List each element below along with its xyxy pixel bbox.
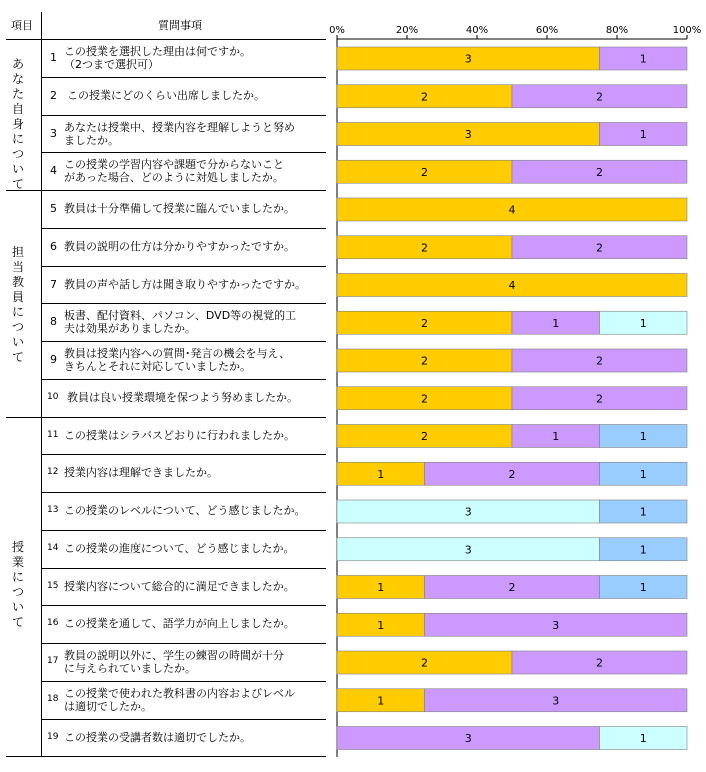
question-number: 17 bbox=[47, 656, 59, 666]
bar-value-label: 3 bbox=[464, 52, 472, 66]
bar-value-label: 4 bbox=[508, 279, 516, 292]
bar-value-label: 3 bbox=[464, 128, 472, 141]
bar-value-label: 1 bbox=[639, 543, 647, 557]
question-number: 16 bbox=[47, 618, 59, 629]
question-text: 授業内容は理解できましたか。 bbox=[64, 466, 218, 480]
category-label: 授業について bbox=[11, 540, 24, 629]
bar-value-label: 2 bbox=[596, 90, 603, 104]
bar-value-label: 2 bbox=[421, 165, 428, 179]
x-tick-label: 100% bbox=[672, 25, 702, 36]
x-tick-label: 0% bbox=[329, 25, 345, 36]
bar-value-label: 2 bbox=[596, 165, 603, 179]
bar-value-label: 2 bbox=[596, 241, 603, 255]
bar-value-label: 2 bbox=[421, 656, 428, 670]
question-number: 5 bbox=[50, 202, 57, 215]
bar-value-label: 3 bbox=[464, 505, 472, 519]
question-number: 1 bbox=[50, 51, 57, 64]
question-text: この授業のレベルについて、どう感じましたか。 bbox=[64, 504, 306, 517]
question-header: 質問事項 bbox=[158, 19, 202, 32]
bar-value-label: 3 bbox=[464, 732, 472, 745]
question-number: 3 bbox=[50, 126, 57, 140]
question-number: 14 bbox=[47, 542, 59, 553]
bar-value-label: 1 bbox=[377, 467, 385, 481]
question-number: 11 bbox=[47, 429, 59, 440]
question-number: 4 bbox=[50, 164, 57, 178]
question-number: 15 bbox=[47, 580, 59, 591]
bar-value-label: 2 bbox=[421, 430, 428, 443]
category-header: 項目 bbox=[11, 19, 33, 32]
bar-value-label: 3 bbox=[552, 694, 560, 708]
bar-value-label: 1 bbox=[377, 581, 385, 594]
bar-value-label: 1 bbox=[552, 316, 560, 330]
question-text: 教員の声や話し方は聞き取りやすかったですか。 bbox=[64, 277, 306, 291]
bar-value-label: 1 bbox=[639, 430, 647, 443]
question-text: この授業を選択した理由は何ですか。 （2つまで選択可） bbox=[64, 45, 251, 71]
question-number: 18 bbox=[47, 693, 59, 704]
bar-value-label: 2 bbox=[421, 354, 428, 368]
bar-value-label: 3 bbox=[552, 618, 560, 632]
question-text: 教員は良い授業環境を保つよう努めましたか。 bbox=[67, 390, 298, 404]
question-text: 教員の説明の仕方は分かりやすかったですか。 bbox=[64, 239, 295, 253]
bar-value-label: 1 bbox=[552, 430, 560, 443]
bar-value-label: 2 bbox=[421, 241, 428, 255]
question-text: あなたは授業中、授業内容を理解しようと努め ましたか。 bbox=[64, 120, 295, 147]
bar-value-label: 2 bbox=[421, 316, 428, 330]
question-text: 授業内容について総合的に満足できましたか。 bbox=[64, 579, 295, 593]
question-number: 13 bbox=[47, 505, 59, 515]
question-text: 教員は十分準備して授業に臨んでいましたか。 bbox=[64, 202, 295, 215]
bar-value-label: 1 bbox=[639, 52, 647, 66]
question-number: 7 bbox=[50, 277, 57, 291]
question-text: この授業の受講者数は適切でしたか。 bbox=[64, 730, 251, 744]
question-number: 10 bbox=[47, 391, 59, 402]
question-text: この授業を通して、語学力が向上しましたか。 bbox=[64, 617, 295, 631]
question-number: 19 bbox=[47, 731, 59, 742]
x-tick-label: 60% bbox=[535, 25, 559, 36]
question-text: 板書、配付資料、パソコン、DVD等の視覚的工 夫は効果がありましたか。 bbox=[64, 309, 297, 336]
bar-value-label: 2 bbox=[421, 392, 428, 406]
question-number: 6 bbox=[50, 239, 57, 253]
category-label: あなた自身について bbox=[11, 57, 24, 191]
bar-value-label: 1 bbox=[639, 467, 647, 481]
bar-value-label: 1 bbox=[377, 618, 385, 632]
bar-value-label: 3 bbox=[464, 543, 472, 557]
question-number: 9 bbox=[50, 353, 57, 366]
bar-value-label: 2 bbox=[508, 467, 516, 481]
bar-value-label: 4 bbox=[508, 203, 516, 217]
question-text: この授業はシラバスどおりに行われましたか。 bbox=[64, 428, 295, 442]
bar-value-label: 1 bbox=[639, 128, 647, 141]
x-tick-label: 20% bbox=[395, 25, 419, 36]
question-number: 12 bbox=[47, 467, 59, 478]
bar-value-label: 1 bbox=[377, 694, 385, 708]
question-text: 教員の説明以外に、学生の練習の時間が十分 に与えられていましたか。 bbox=[64, 649, 284, 675]
x-tick-label: 40% bbox=[465, 25, 489, 36]
bar-value-label: 2 bbox=[508, 581, 516, 594]
bar-value-label: 2 bbox=[596, 354, 603, 368]
bar-value-label: 1 bbox=[639, 581, 647, 594]
question-text: この授業で使われた教科書の内容およびレベル は適切でしたか。 bbox=[64, 686, 295, 713]
bar-value-label: 2 bbox=[596, 656, 603, 670]
question-number: 2 bbox=[50, 88, 57, 102]
bar-value-label: 1 bbox=[639, 505, 647, 519]
bar-value-label: 2 bbox=[596, 392, 603, 406]
question-number: 8 bbox=[50, 315, 57, 329]
question-text: この授業の学習内容や課題で分からないこと があった場合、どのように対処しましたか。 bbox=[64, 158, 284, 185]
question-text: この授業にどのくらい出席しましたか。 bbox=[67, 88, 265, 102]
bar-value-label: 1 bbox=[639, 732, 647, 745]
category-label: 担当教員について bbox=[11, 245, 24, 364]
question-text: 教員は授業内容への質問･発言の機会を与え、 きちんとそれに対応していましたか。 bbox=[64, 347, 291, 373]
question-text: この授業の進度について、どう感じましたか。 bbox=[64, 541, 295, 555]
x-tick-label: 80% bbox=[605, 25, 629, 36]
bar-value-label: 1 bbox=[639, 316, 647, 330]
bar-value-label: 2 bbox=[421, 90, 428, 104]
